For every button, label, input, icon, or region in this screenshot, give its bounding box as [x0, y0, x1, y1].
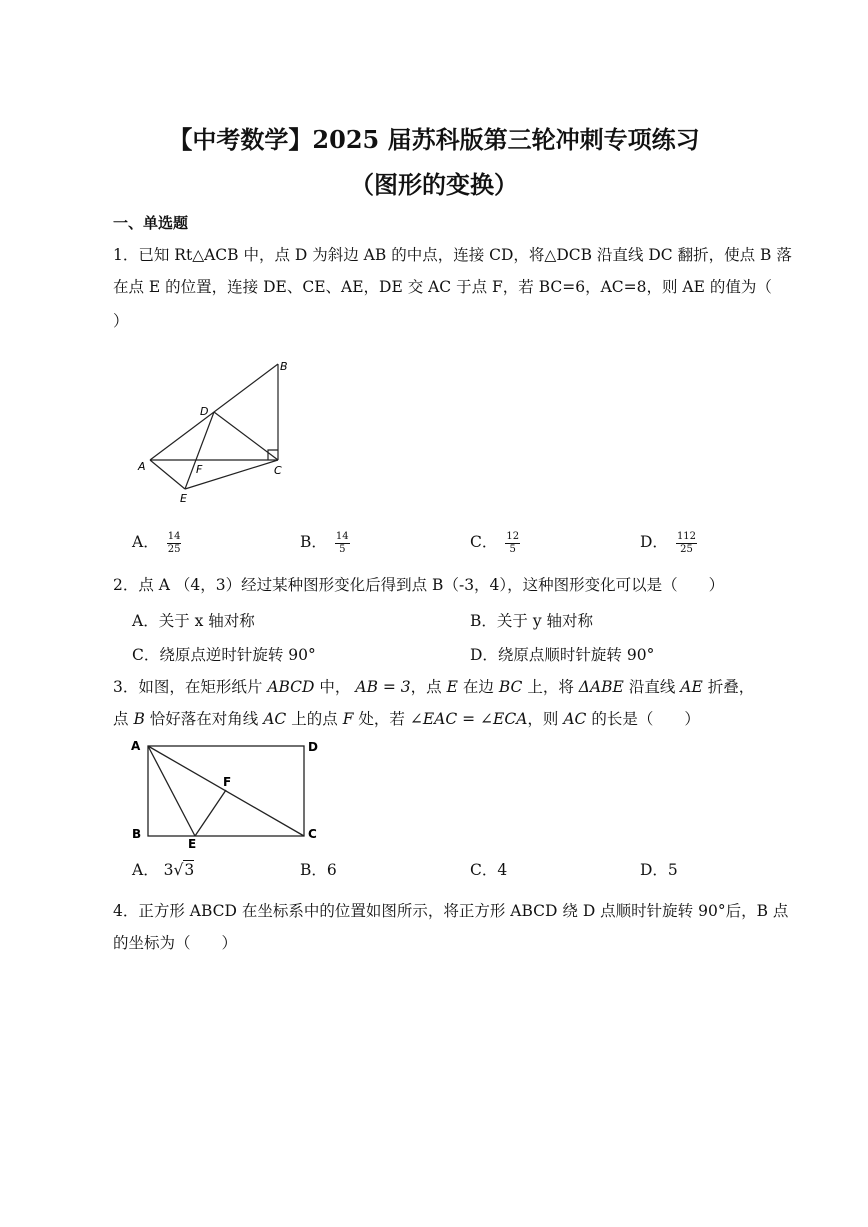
text: ，则 [527, 710, 559, 728]
math: AC [563, 710, 587, 728]
numerator: 14 [167, 530, 181, 542]
q2-option-c: C．绕原点逆时针旋转 90° [132, 646, 316, 664]
text: 上的点 [291, 710, 338, 728]
coefficient: 3 [163, 861, 174, 879]
fraction [167, 531, 182, 556]
q2-option-d: D．绕原点顺时针旋转 90° [470, 646, 655, 664]
q4-stem-line2: 的坐标为（ ） [113, 934, 238, 952]
q3-label-F: F [223, 775, 232, 789]
q1-stem-line1: 1．已知 Rt△ACB 中，点 D 为斜边 AB 的中点，连接 CD，将△DCB 沿直线 DC 翻折，使点 B 落 [113, 246, 792, 264]
fraction [505, 531, 520, 556]
q1-option-a [132, 530, 181, 556]
q3-segment-EF [195, 790, 226, 836]
radicand: 3 [184, 861, 195, 879]
document-title: 【中考数学】2025 届苏科版第三轮冲刺专项练习 [168, 125, 700, 154]
text: 在边 [462, 678, 494, 696]
math: AC [263, 710, 287, 728]
q3-option-a [132, 858, 194, 880]
q1-segment-AE [150, 460, 185, 489]
q2-option-b: B．关于 y 轴对称 [470, 612, 594, 630]
option-letter: C． [470, 533, 498, 551]
denominator: 25 [680, 543, 693, 555]
option-letter: B． [300, 533, 327, 551]
q2-option-a: A．关于 x 轴对称 [132, 612, 255, 630]
q3-label-B: B [132, 827, 142, 841]
text: 上，将 [527, 678, 574, 696]
q1-label-C: C [274, 464, 282, 477]
numerator: 12 [506, 530, 520, 542]
document-subtitle: （图形的变换） [350, 170, 518, 199]
sqrt-symbol: √3 [173, 861, 195, 879]
q3-option-d: D．5 [640, 861, 678, 879]
text: 中， [319, 678, 351, 696]
q3-label-D: D [308, 740, 318, 754]
option-letter: A． [132, 861, 159, 879]
text: 处，若 [358, 710, 405, 728]
q1-option-d [640, 530, 697, 556]
q1-label-A: A [138, 460, 146, 473]
q1-option-c [470, 530, 520, 556]
denominator: 5 [509, 543, 516, 555]
q3-figure [126, 736, 326, 850]
q1-figure [130, 352, 300, 507]
math: ∠EAC = ∠ECA [409, 710, 528, 728]
option-letter: D． [640, 533, 668, 551]
q3-stem-line2 [113, 704, 700, 734]
numerator: 14 [335, 530, 349, 542]
text: 沿直线 [628, 678, 676, 696]
math: AB = 3 [355, 678, 411, 696]
math: ABCD [267, 678, 315, 696]
fraction [676, 531, 697, 556]
math: AE [680, 678, 703, 696]
option-letter: A． [132, 533, 159, 551]
q1-label-E: E [180, 492, 187, 505]
section-heading: 一、单选题 [113, 214, 189, 232]
denominator: 5 [339, 543, 346, 555]
math: BC [498, 678, 523, 696]
text: 点 [113, 710, 129, 728]
math: B [133, 710, 145, 728]
text: 3．如图，在矩形纸片 [113, 678, 263, 696]
q1-label-D: D [200, 405, 209, 418]
math: ΔABE [578, 678, 624, 696]
q3-stem-line1 [113, 672, 754, 702]
q3-option-c: C．4 [470, 861, 508, 879]
text: 折叠， [707, 678, 755, 696]
q4-stem-line1: 4．正方形 ABCD 在坐标系中的位置如图所示，将正方形 ABCD 绕 D 点顺时针旋转 90°后，B 点 [113, 902, 789, 920]
math: E [446, 678, 458, 696]
denominator: 25 [167, 543, 181, 555]
text: ，点 [410, 678, 442, 696]
q1-option-b [300, 530, 350, 556]
q3-label-A: A [131, 739, 141, 753]
fraction [335, 531, 350, 556]
numerator: 112 [676, 530, 697, 542]
q1-label-B: B [280, 360, 288, 373]
q3-label-C: C [308, 827, 317, 841]
math: F [342, 710, 354, 728]
q1-stem-line3: ） [113, 312, 129, 330]
q1-label-F: F [196, 463, 203, 476]
q3-option-b: B．6 [300, 861, 337, 879]
q1-stem-line2: 在点 E 的位置，连接 DE、CE、AE，DE 交 AC 于点 F，若 BC=6，AC=8，则 AE 的值为（ [113, 278, 772, 296]
text: 恰好落在对角线 [149, 710, 259, 728]
q3-label-E: E [188, 837, 197, 850]
q2-stem: 2．点 A （4，3）经过某种图形变化后得到点 B（-3，4），这种图形变化可以是（ ） [113, 576, 725, 594]
text: 的长是（ ） [591, 710, 700, 728]
